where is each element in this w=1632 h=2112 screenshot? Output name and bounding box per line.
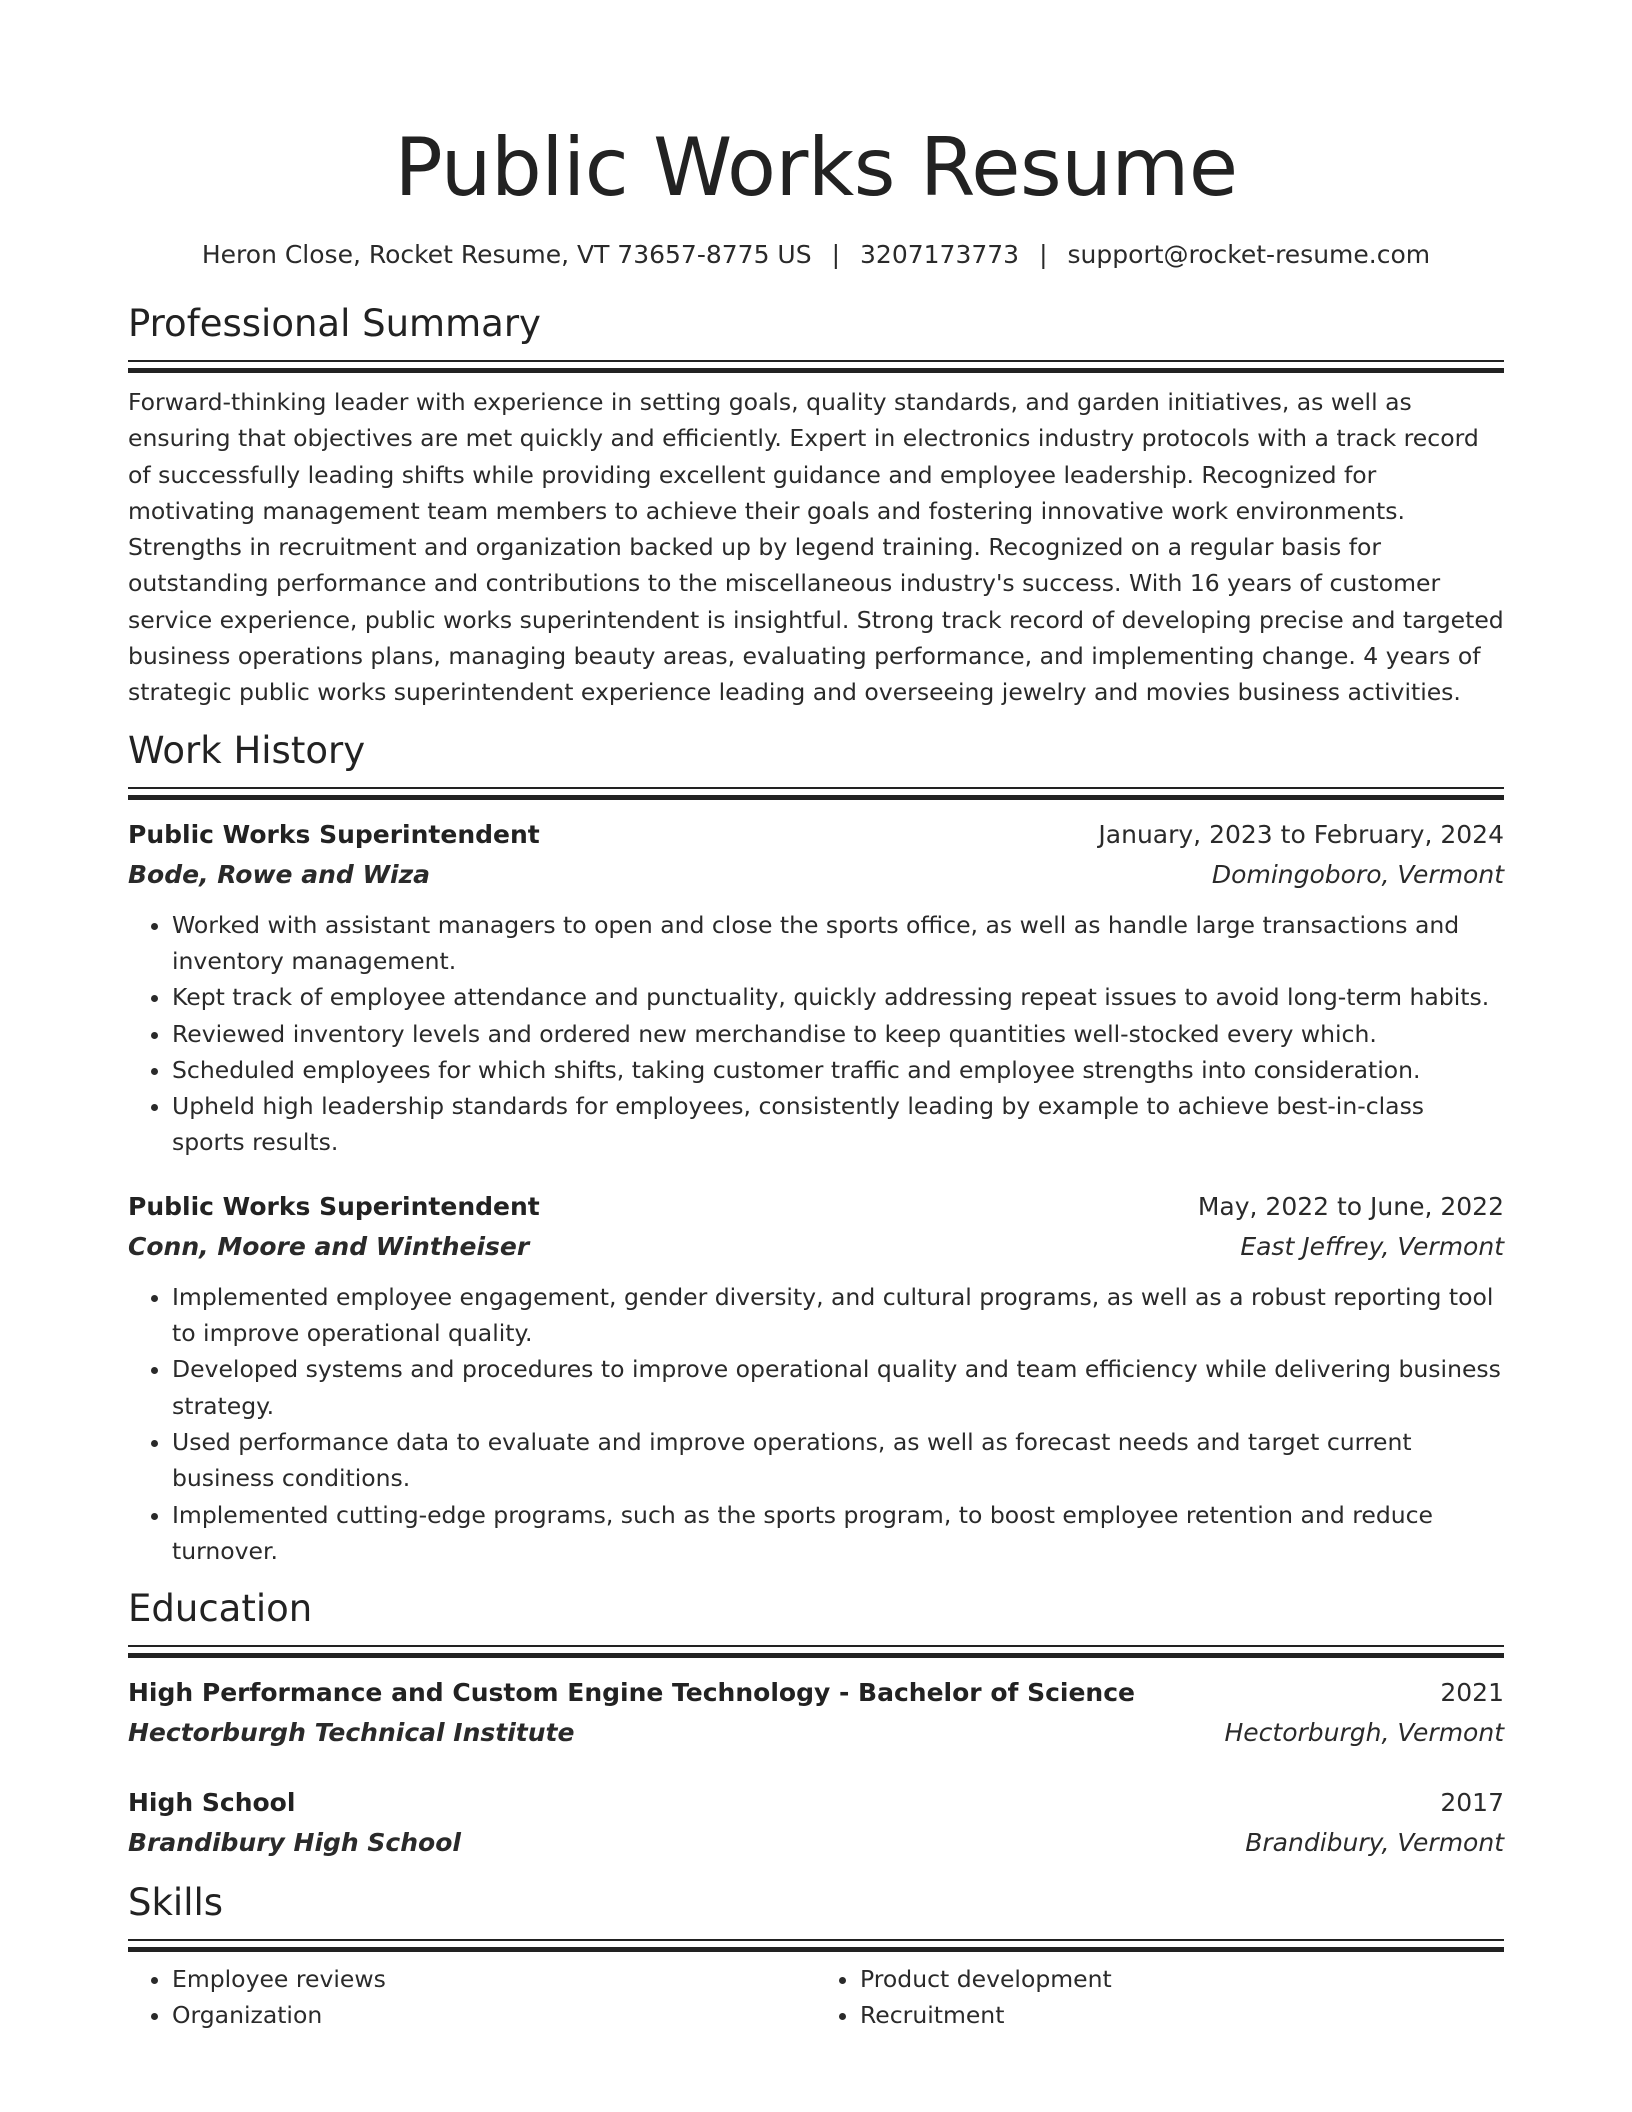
job-title: Public Works Superintendent bbox=[128, 1191, 540, 1221]
section-divider bbox=[128, 1645, 1504, 1659]
education-location: Brandibury, Vermont bbox=[1245, 1828, 1504, 1858]
job-title: Public Works Superintendent bbox=[128, 819, 540, 849]
job-company: Bode, Rowe and Wiza bbox=[128, 859, 431, 889]
skill-item: • Organization bbox=[172, 1997, 816, 2033]
job-dates: May, 2022 to June, 2022 bbox=[1197, 1191, 1504, 1221]
section-divider bbox=[128, 787, 1504, 801]
section-divider bbox=[128, 360, 1504, 374]
section-title-summary: Professional Summary bbox=[128, 302, 541, 345]
education-section bbox=[128, 1585, 1504, 1863]
skill-item: • Product development bbox=[860, 1961, 1504, 1997]
summary-section bbox=[128, 300, 1504, 711]
education-entry bbox=[128, 1673, 1504, 1753]
skills-list-left bbox=[128, 1961, 816, 2034]
list-item: • Upheld high leadership standards for employees, consistently leading by example to achieve best-in-class sports results. bbox=[172, 1088, 1504, 1161]
list-item: • Developed systems and procedures to improve operational quality and team efficiency while delivering business strategy. bbox=[172, 1351, 1504, 1424]
skill-item: • Recruitment bbox=[860, 1997, 1504, 2033]
job-dates: January, 2023 to February, 2024 bbox=[1098, 819, 1504, 849]
contact-email: support@rocket-resume.com bbox=[1067, 240, 1431, 269]
section-title-skills: Skills bbox=[128, 1881, 224, 1925]
education-school: Brandibury High School bbox=[128, 1828, 461, 1858]
list-item: • Worked with assistant managers to open and close the sports office, as well as handle large transactions and inventory management. bbox=[172, 907, 1504, 980]
section-title-education: Education bbox=[128, 1587, 313, 1631]
education-year: 2021 bbox=[1440, 1678, 1504, 1708]
list-item: • Kept track of employee attendance and punctuality, quickly addressing repeat issues to avoid long-term habits. bbox=[172, 979, 1504, 1015]
list-item: • Implemented cutting-edge programs, such as the sports program, to boost employee retention and reduce turnover. bbox=[172, 1497, 1504, 1570]
summary-text: Forward-thinking leader with experience in setting goals, quality standards, and garden initiatives, as well as ensuring that objectives are met quickly and efficiently. Expert in electronics industry protocols with a track record of successfully leading shifts while providing excellent guidance and employee leadership. Recognized for motivating management team members to achieve their goals and fostering innovative work environments. Strengths in recruitment and organization backed up by legend training. Recognized on a regular basis for outstanding performance and contributions to the miscellaneous industry's success. With 16 years of customer service experience, public works superintendent is insightful. Strong track record of developing precise and targeted business operations plans, managing beauty areas, evaluating performance, and implementing change. 4 years of strategic public works superintendent experience leading and overseeing jewelry and movies business activities. bbox=[128, 388, 1504, 707]
skills-section bbox=[128, 1879, 1504, 2034]
education-location: Hectorburgh, Vermont bbox=[1224, 1718, 1504, 1748]
education-year: 2017 bbox=[1440, 1788, 1504, 1818]
section-divider bbox=[128, 1939, 1504, 1953]
job-entry bbox=[128, 815, 1504, 1161]
contact-separator: | bbox=[831, 240, 841, 269]
job-location: Domingoboro, Vermont bbox=[1211, 859, 1504, 889]
job-company: Conn, Moore and Wintheiser bbox=[128, 1231, 530, 1261]
contact-line bbox=[128, 238, 1504, 272]
skill-item: • Employee reviews bbox=[172, 1961, 816, 1997]
contact-phone: 3207173773 bbox=[860, 240, 1020, 269]
job-bullets bbox=[128, 907, 1504, 1161]
list-item: • Reviewed inventory levels and ordered new merchandise to keep quantities well-stocked every which. bbox=[172, 1016, 1504, 1052]
education-entry bbox=[128, 1783, 1504, 1863]
contact-address: Heron Close, Rocket Resume, VT 73657-8775 US bbox=[201, 240, 812, 269]
skills-list-right bbox=[816, 1961, 1504, 2034]
list-item: • Used performance data to evaluate and improve operations, as well as forecast needs and target current business conditions. bbox=[172, 1424, 1504, 1497]
resume-name: Public Works Resume bbox=[394, 121, 1238, 214]
section-title-work: Work History bbox=[128, 728, 366, 772]
education-degree: High School bbox=[128, 1788, 296, 1818]
job-entry bbox=[128, 1187, 1504, 1569]
list-item: • Implemented employee engagement, gender diversity, and cultural programs, as well as a robust reporting tool to improve operational quality. bbox=[172, 1279, 1504, 1352]
education-degree: High Performance and Custom Engine Technology - Bachelor of Science bbox=[128, 1678, 1135, 1708]
resume-page bbox=[128, 0, 1504, 2034]
skills-columns bbox=[128, 1961, 1504, 2034]
contact-separator: | bbox=[1039, 240, 1048, 269]
job-bullets bbox=[128, 1279, 1504, 1569]
job-location: East Jeffrey, Vermont bbox=[1240, 1231, 1504, 1261]
list-item: • Scheduled employees for which shifts, taking customer traffic and employee strengths into consideration. bbox=[172, 1052, 1504, 1088]
education-school: Hectorburgh Technical Institute bbox=[128, 1718, 575, 1748]
work-section bbox=[128, 727, 1504, 1569]
